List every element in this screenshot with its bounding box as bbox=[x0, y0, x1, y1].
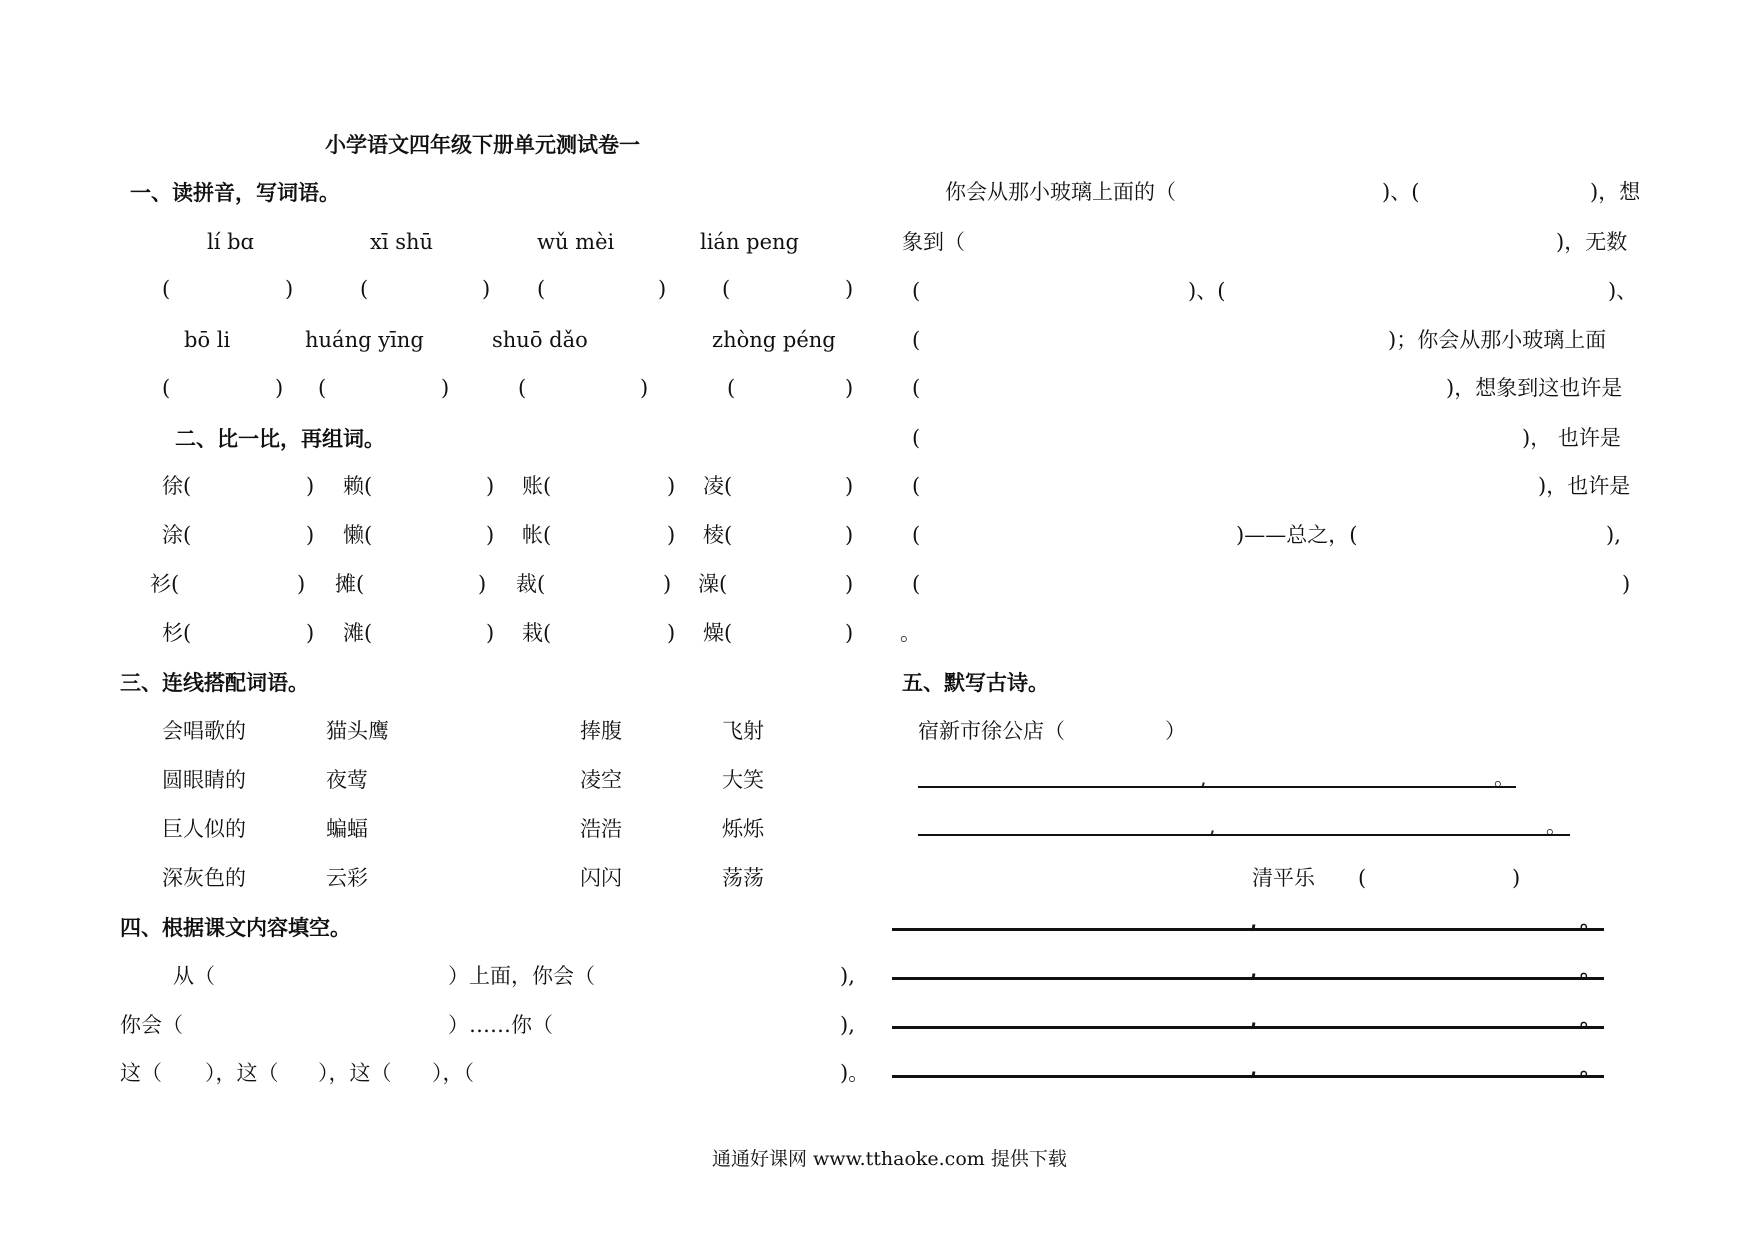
compare-char: 棱( bbox=[703, 523, 733, 547]
answer-paren-close: ) bbox=[441, 376, 450, 400]
answer-paren-close: ) bbox=[845, 376, 854, 400]
answer-paren-close: ) bbox=[285, 277, 294, 301]
poem-comma: , bbox=[1200, 766, 1207, 790]
answer-paren-close: ) bbox=[845, 523, 854, 547]
answer-paren-close: ) bbox=[658, 277, 667, 301]
compare-char: 滩( bbox=[343, 621, 373, 645]
section-1-heading: 一、读拼音，写词语。 bbox=[130, 180, 340, 205]
passage-text: )、( bbox=[1188, 279, 1226, 303]
answer-paren-close: ) bbox=[640, 376, 649, 400]
poem-dot: 。 bbox=[1580, 957, 1601, 982]
pinyin-bo-li: bō li bbox=[184, 328, 231, 352]
answer-paren-close: ) bbox=[486, 523, 495, 547]
answer-paren-close: ) bbox=[667, 474, 676, 498]
section-3-heading: 三、连线搭配词语。 bbox=[120, 670, 309, 695]
passage-text: ( bbox=[912, 523, 921, 547]
answer-paren-close: ) bbox=[275, 376, 284, 400]
match-word: 圆眼睛的 bbox=[162, 768, 246, 792]
answer-paren-close: ) bbox=[667, 621, 676, 645]
fill-text: 你会（ bbox=[120, 1013, 183, 1037]
answer-paren-open: ( bbox=[318, 376, 327, 400]
pinyin-li-ba: lí bɑ bbox=[207, 230, 254, 254]
poem-2-title: 清平乐 bbox=[1252, 866, 1315, 890]
poem-comma: , bbox=[1250, 957, 1258, 982]
poem-answer-line[interactable] bbox=[892, 1026, 1604, 1029]
match-word: 捧腹 bbox=[580, 719, 622, 743]
poem-answer-line[interactable] bbox=[918, 786, 1516, 788]
answer-paren-close: ) bbox=[845, 572, 854, 596]
answer-paren-close: ） bbox=[1165, 719, 1186, 743]
poem-answer-line[interactable] bbox=[892, 928, 1604, 931]
answer-paren-open: ( bbox=[727, 376, 736, 400]
answer-paren-close: ) bbox=[486, 474, 495, 498]
fill-text: )。 bbox=[840, 1061, 870, 1085]
answer-paren-close: ) bbox=[478, 572, 487, 596]
compare-char: 涂( bbox=[162, 523, 192, 547]
pinyin-lian-peng: lián peng bbox=[700, 230, 799, 254]
pinyin-zhong-peng: zhòng péng bbox=[712, 328, 836, 352]
answer-paren-close: ) bbox=[845, 277, 854, 301]
answer-paren-close: ) bbox=[486, 621, 495, 645]
passage-text: )——总之，( bbox=[1236, 523, 1358, 547]
match-word: 会唱歌的 bbox=[162, 719, 246, 743]
passage-text: )， 也许是 bbox=[1522, 426, 1621, 450]
fill-text: ），这（ bbox=[318, 1061, 392, 1085]
compare-char: 徐( bbox=[162, 474, 192, 498]
poem-period: 。 bbox=[1546, 814, 1567, 838]
compare-char: 账( bbox=[522, 474, 552, 498]
passage-text: 。 bbox=[900, 621, 921, 645]
compare-char: 帐( bbox=[522, 523, 552, 547]
poem-comma: , bbox=[1250, 1055, 1258, 1080]
match-word: 飞射 bbox=[722, 719, 764, 743]
match-word: 凌空 bbox=[580, 768, 622, 792]
match-word: 大笑 bbox=[722, 768, 764, 792]
match-word: 浩浩 bbox=[580, 817, 622, 841]
poem-dot: 。 bbox=[1580, 908, 1601, 933]
passage-text: ( bbox=[912, 328, 921, 352]
poem-comma: , bbox=[1250, 1006, 1258, 1031]
poem-comma: , bbox=[1250, 908, 1258, 933]
passage-text: ( bbox=[912, 279, 921, 303]
pinyin-xi-shu: xī shū bbox=[370, 230, 434, 254]
poem-1-title: 宿新市徐公店（ bbox=[918, 719, 1065, 743]
fill-text: ), bbox=[840, 964, 855, 988]
answer-paren-close: ) bbox=[306, 621, 315, 645]
compare-char: 裁( bbox=[516, 572, 546, 596]
answer-paren-close: ) bbox=[482, 277, 491, 301]
match-word: 云彩 bbox=[326, 866, 368, 890]
passage-text: )，无数 bbox=[1556, 230, 1628, 254]
match-word: 巨人似的 bbox=[162, 817, 246, 841]
match-word: 烁烁 bbox=[722, 817, 764, 841]
page-title: 小学语文四年级下册单元测试卷一 bbox=[325, 132, 640, 157]
match-word: 蝙蝠 bbox=[326, 817, 368, 841]
fill-text: ），（ bbox=[432, 1061, 474, 1085]
answer-paren-close: ) bbox=[845, 474, 854, 498]
answer-paren-open: ( bbox=[518, 376, 527, 400]
poem-dot: 。 bbox=[1580, 1055, 1601, 1080]
fill-text: 从（ bbox=[173, 964, 215, 988]
compare-char: 澡( bbox=[698, 572, 728, 596]
compare-char: 衫( bbox=[150, 572, 180, 596]
answer-paren-close: ) bbox=[663, 572, 672, 596]
fill-text: 这（ bbox=[120, 1061, 162, 1085]
answer-paren-close: ) bbox=[306, 523, 315, 547]
passage-text: ( bbox=[912, 376, 921, 400]
pinyin-shuo-dao: shuō dǎo bbox=[492, 328, 588, 352]
answer-paren-close: ) bbox=[1512, 866, 1521, 890]
answer-paren-open: ( bbox=[162, 376, 171, 400]
answer-paren-open: ( bbox=[162, 277, 171, 301]
poem-answer-line[interactable] bbox=[918, 834, 1570, 836]
passage-text: ( bbox=[912, 426, 921, 450]
match-word: 荡荡 bbox=[722, 866, 764, 890]
poem-period: 。 bbox=[1494, 766, 1515, 790]
fill-text: ), bbox=[840, 1013, 855, 1037]
poem-comma: , bbox=[1209, 814, 1216, 838]
answer-paren-close: ) bbox=[306, 474, 315, 498]
match-word: 闪闪 bbox=[580, 866, 622, 890]
compare-char: 凌( bbox=[703, 474, 733, 498]
answer-paren-open: ( bbox=[360, 277, 369, 301]
section-4-heading: 四、根据课文内容填空。 bbox=[120, 915, 351, 940]
passage-text: )，想 bbox=[1590, 180, 1641, 204]
passage-text: )；你会从那小玻璃上面 bbox=[1388, 328, 1607, 352]
poem-answer-line[interactable] bbox=[892, 977, 1604, 980]
match-word: 夜莺 bbox=[326, 768, 368, 792]
match-word: 猫头鹰 bbox=[326, 719, 389, 743]
passage-text: 你会从那小玻璃上面的（ bbox=[945, 180, 1176, 204]
section-2-heading: 二、比一比，再组词。 bbox=[175, 426, 385, 451]
passage-text: )，想象到这也许是 bbox=[1446, 376, 1623, 400]
poem-answer-line[interactable] bbox=[892, 1075, 1604, 1078]
compare-char: 摊( bbox=[335, 572, 365, 596]
fill-text: ）上面，你会（ bbox=[448, 964, 595, 988]
pinyin-huang-ying: huáng yīng bbox=[305, 328, 424, 352]
passage-text: 象到（ bbox=[902, 230, 965, 254]
match-word: 深灰色的 bbox=[162, 866, 246, 890]
page-footer: 通通好课网 www.tthaoke.com 提供下载 bbox=[712, 1148, 1067, 1170]
compare-char: 赖( bbox=[343, 474, 373, 498]
answer-paren-close: ) bbox=[667, 523, 676, 547]
fill-text: ），这（ bbox=[205, 1061, 279, 1085]
section-5-heading: 五、默写古诗。 bbox=[902, 670, 1049, 695]
compare-char: 栽( bbox=[522, 621, 552, 645]
passage-text: ) bbox=[1622, 572, 1631, 596]
answer-paren-open: ( bbox=[722, 277, 731, 301]
poem-dot: 。 bbox=[1580, 1006, 1601, 1031]
passage-text: )，也许是 bbox=[1538, 474, 1631, 498]
answer-paren-open: ( bbox=[537, 277, 546, 301]
compare-char: 懒( bbox=[343, 523, 373, 547]
passage-text: )、( bbox=[1382, 180, 1420, 204]
compare-char: 杉( bbox=[162, 621, 192, 645]
compare-char: 燥( bbox=[703, 621, 733, 645]
passage-text: ( bbox=[912, 572, 921, 596]
pinyin-wu-mei: wǔ mèi bbox=[537, 230, 615, 254]
fill-text: ）……你（ bbox=[448, 1013, 553, 1037]
answer-paren-open: ( bbox=[1358, 866, 1367, 890]
answer-paren-close: ) bbox=[845, 621, 854, 645]
answer-paren-close: ) bbox=[297, 572, 306, 596]
passage-text: ), bbox=[1606, 523, 1621, 547]
passage-text: ( bbox=[912, 474, 921, 498]
passage-text: )、 bbox=[1608, 279, 1638, 303]
